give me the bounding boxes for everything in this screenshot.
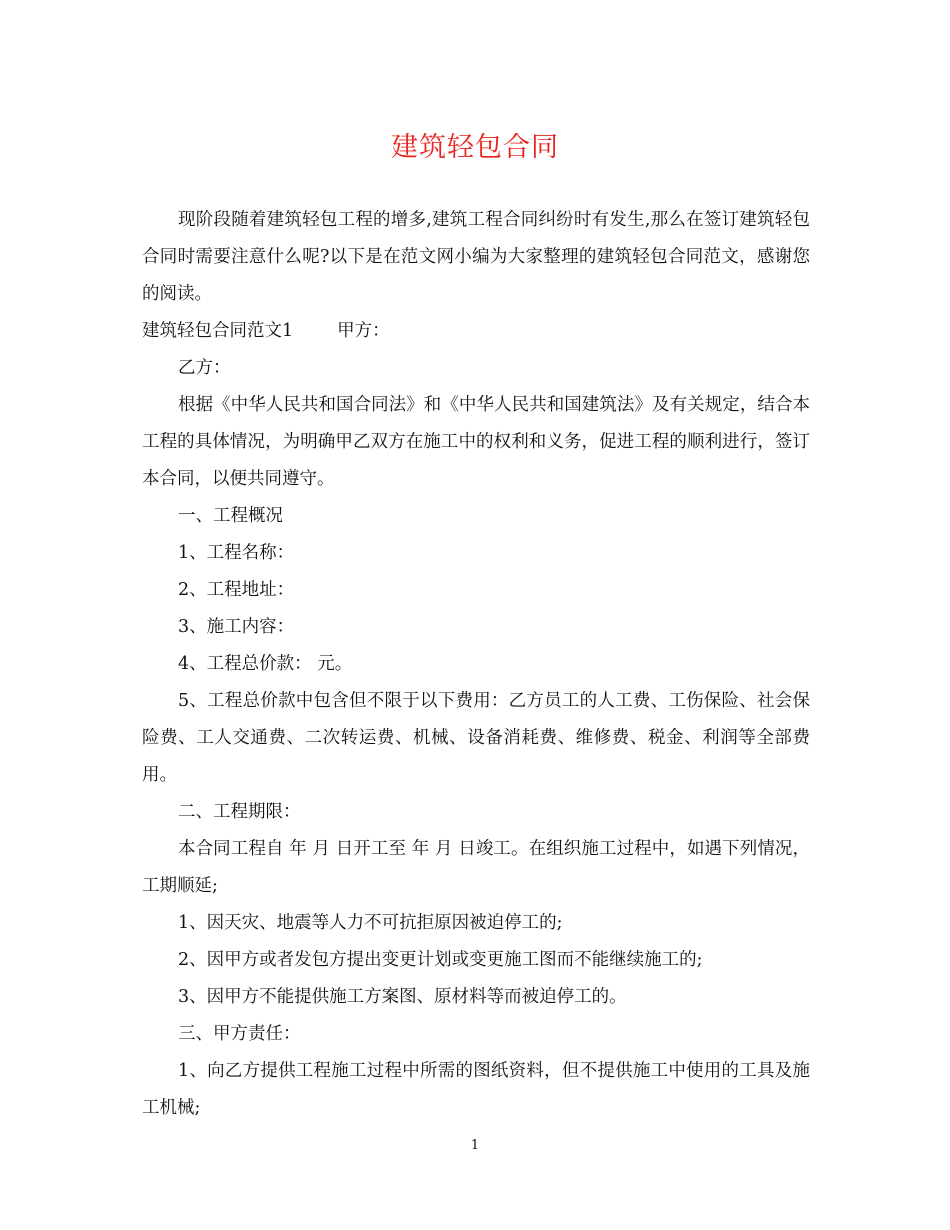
section2-item: 1、因天灾、地震等人力不可抗拒原因被迫停工的; (178, 913, 563, 933)
section2-item: 3、因甲方不能提供施工方案图、原材料等而被迫停工的。 (178, 987, 627, 1007)
party-a-label: 甲方： (337, 321, 390, 341)
section3-item: 1、向乙方提供工程施工过程中所需的图纸资料，但不提供施工中使用的工具及施工机械; (142, 1061, 810, 1118)
intro-paragraph: 现阶段随着建筑轻包工程的增多,建筑工程合同纠纷时有发生,那么在签订建筑轻包合同时需要注意什么呢?以下是在范文网小编为大家整理的建筑轻包合同范文，感谢您的阅读。 (142, 210, 810, 304)
section1-heading: 一、工程概况 (178, 506, 283, 526)
section1-item: 5、工程总价款中包含但不限于以下费用：乙方员工的人工费、工伤保险、社会保险费、工人交通费、二次转运费、机械、设备消耗费、维修费、税金、利润等全部费用。 (142, 691, 810, 785)
section1-item: 2、工程地址： (178, 580, 295, 600)
preamble-paragraph: 根据《中华人民共和国合同法》和《中华人民共和国建筑法》及有关规定，结合本工程的具体情况，为明确甲乙双方在施工中的权利和义务，促进工程的顺利进行，签订本合同，以便共同遵守。 (142, 395, 810, 489)
section2-text: 本合同工程自 年 月 日开工至 年 月 日竣工。在组织施工过程中，如遇下列情况，工期顺延; (142, 839, 810, 896)
page-number: 1 (470, 1138, 480, 1153)
sample-heading: 建筑轻包合同范文1 (142, 321, 294, 341)
section1-item: 3、施工内容： (178, 617, 295, 637)
section2-heading: 二、工程期限： (178, 802, 301, 822)
sample-heading-line (142, 313, 810, 350)
document-body (142, 202, 810, 1127)
document-title: 建筑轻包合同 (391, 132, 559, 163)
section1-item: 1、工程名称： (178, 543, 295, 563)
section2-item: 2、因甲方或者发包方提出变更计划或变更施工图而不能继续施工的; (178, 950, 703, 970)
section1-item: 4、工程总价款： 元。 (178, 654, 353, 674)
party-b-label: 乙方： (178, 358, 231, 378)
section3-heading: 三、甲方责任： (178, 1024, 301, 1044)
